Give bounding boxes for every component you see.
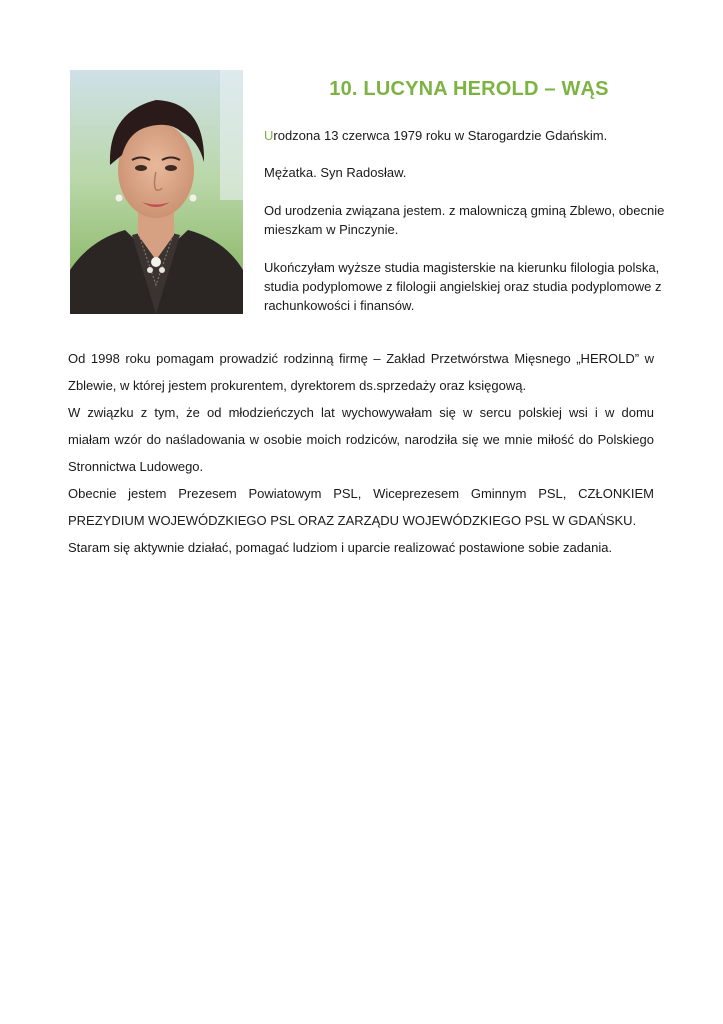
psl-line-1: W związku z tym, że od młodzieńczych lat wychowywałam się w sercu polskiej wsi i w domu	[68, 405, 654, 420]
company-line-2: Zblewie, w której jestem prokurentem, dyrektorem ds.sprzedaży oraz księgową.	[68, 378, 527, 393]
birth-info	[264, 126, 674, 145]
company-paragraph	[68, 345, 654, 399]
position-line-1: Obecnie jestem Prezesem Powiatowym PSL, Wiceprezesem Gminnym PSL, CZŁONKIEM	[68, 486, 654, 501]
position-line-2: PREZYDIUM WOJEWÓDZKIEGO PSL ORAZ ZARZĄDU WOJEWÓDZKIEGO PSL W GDAŃSKU.	[68, 513, 637, 528]
portrait-photo	[70, 70, 243, 314]
psl-line-2: miałam wzór do naśladowania w osobie moich rodziców, narodziła się we mnie miłość do Polskiego	[68, 432, 654, 447]
psl-line-3: Stronnictwa Ludowego.	[68, 459, 204, 474]
company-line-1: Od 1998 roku pomagam prowadzić rodzinną firmę – Zakład Przetwórstwa Mięsnego „HEROLD” w	[68, 351, 654, 366]
closing-paragraph: Staram się aktywnie działać, pomagać ludziom i uparcie realizować postawione sobie zadania.	[68, 540, 613, 555]
education-info: Ukończyłam wyższe studia magisterskie na kierunku filologia polska, studia podyplomowe z filologii angielskiej oraz studia podyplomowe z rachunkowości i finansów.	[264, 260, 662, 313]
family-info: Mężatka. Syn Radosław.	[264, 165, 407, 180]
origin-info: Od urodzenia związana jestem. z malowniczą gminą Zblewo, obecnie mieszkam w Pinczynie.	[264, 203, 665, 237]
psl-paragraph	[68, 399, 654, 480]
birth-text: rodzona 13 czerwca 1979 roku w Starogardzie Gdańskim.	[273, 128, 608, 143]
position-paragraph	[68, 480, 654, 534]
body-text	[68, 345, 654, 561]
drop-initial: U	[264, 128, 274, 143]
page-title: 10. LUCYNA HEROLD – WĄS	[329, 78, 609, 100]
